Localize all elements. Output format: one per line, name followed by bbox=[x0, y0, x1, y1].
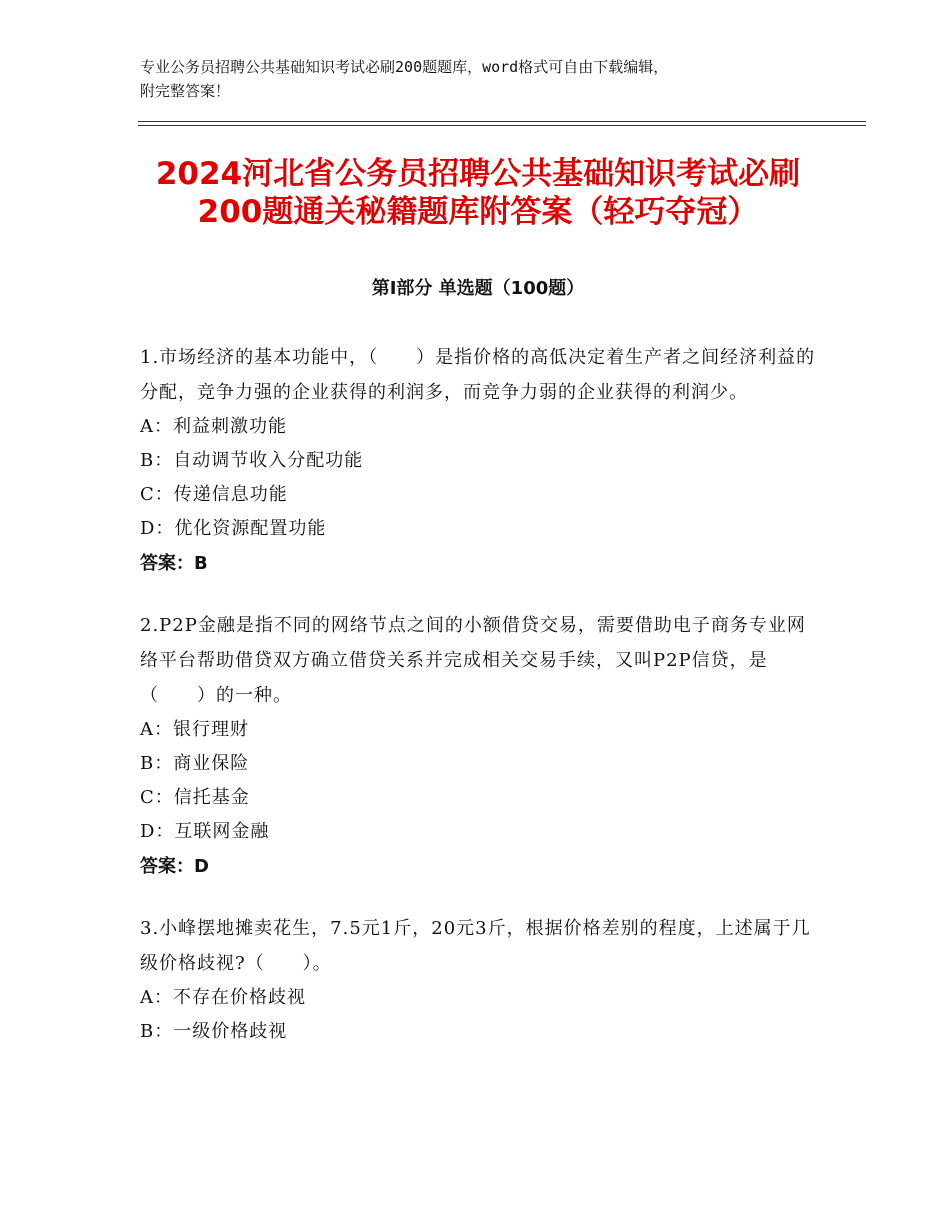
option-b: B：一级价格歧视 bbox=[140, 1021, 288, 1042]
document-header bbox=[140, 55, 820, 103]
option-a: A：利益刺激功能 bbox=[140, 416, 287, 437]
section-heading: 第Ⅰ部分 单选题（100题） bbox=[371, 278, 585, 299]
option-d: D：互联网金融 bbox=[140, 821, 270, 842]
option-a: A：不存在价格歧视 bbox=[140, 987, 306, 1008]
question-stem: 1.市场经济的基本功能中，（ ）是指价格的高低决定着生产者之间经济利益的分配，竞争力强的企业获得的利润多，而竞争力弱的企业获得的利润少。 bbox=[140, 347, 816, 403]
header-divider bbox=[138, 121, 866, 122]
option-a: A：银行理财 bbox=[140, 719, 249, 740]
question-stem: 3.小峰摆地摊卖花生，7.5元1斤，20元3斤，根据价格差别的程度，上述属于几级价格歧视?（ ）。 bbox=[140, 918, 811, 974]
answer: 答案：D bbox=[140, 856, 209, 877]
question-2 bbox=[140, 608, 816, 885]
option-b: B：自动调节收入分配功能 bbox=[140, 450, 364, 471]
question-list bbox=[140, 340, 816, 1075]
answer: 答案：B bbox=[140, 553, 208, 574]
header-line-2: 附完整答案！ bbox=[140, 82, 231, 100]
header-line-1: 专业公务员招聘公共基础知识考试必刷200题题库，word格式可自由下载编辑， bbox=[140, 58, 669, 76]
question-3 bbox=[140, 911, 816, 1049]
option-b: B：商业保险 bbox=[140, 753, 250, 774]
question-stem: 2.P2P金融是指不同的网络节点之间的小额借贷交易，需要借助电子商务专业网络平台帮助借贷双方确立借贷关系并完成相关交易手续，又叫P2P信贷，是（ ）的一种。 bbox=[140, 615, 806, 706]
question-1 bbox=[140, 340, 816, 582]
document-title: 2024河北省公务员招聘公共基础知识考试必刷200题通关秘籍题库附答案（轻巧夺冠） bbox=[155, 156, 801, 230]
option-c: C：信托基金 bbox=[140, 787, 250, 808]
option-c: C：传递信息功能 bbox=[140, 484, 288, 505]
option-d: D：优化资源配置功能 bbox=[140, 518, 327, 539]
header-divider-thin bbox=[138, 125, 866, 126]
